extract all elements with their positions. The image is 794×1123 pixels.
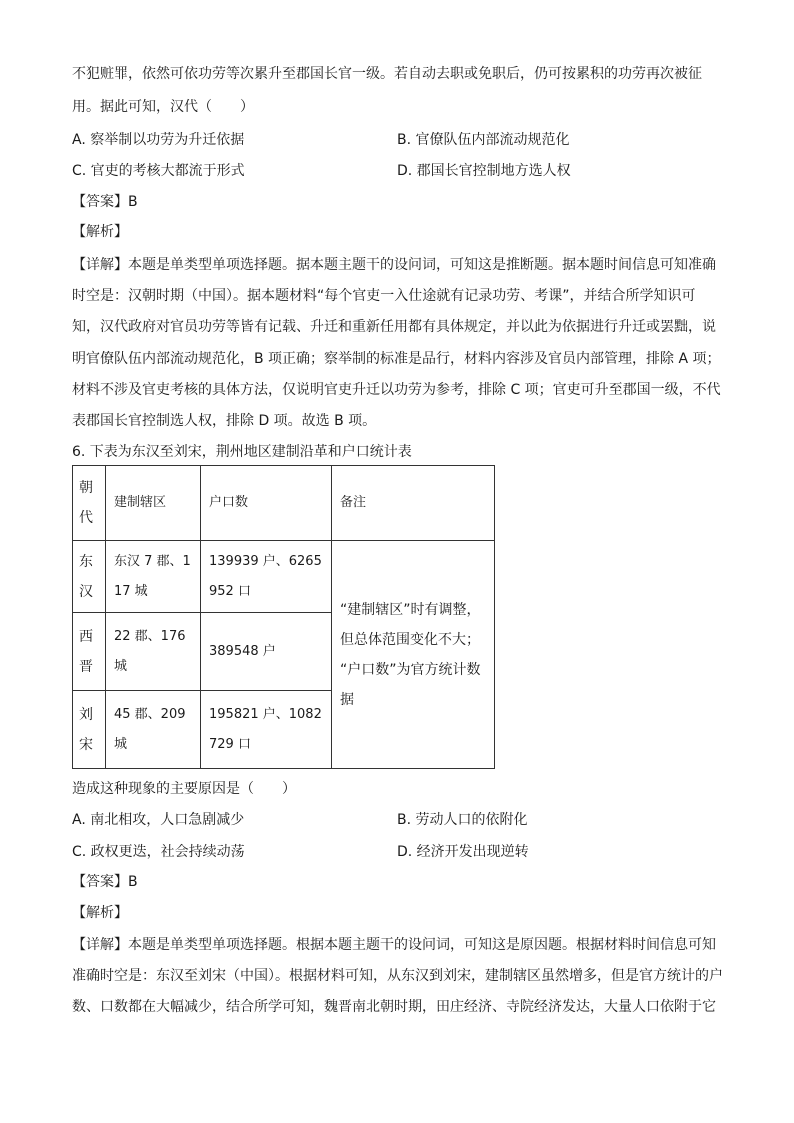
q5-answer: 【答案】B	[72, 194, 138, 210]
q5-analysis-heading: 【解析】	[72, 224, 128, 240]
table-header-row	[73, 466, 495, 541]
cell-population	[201, 691, 332, 769]
q6-detail-line-3: 数、口数都在大幅减少，结合所学可知，魏晋南北朝时期，田庄经济、寺院经济发达，大量人口依附于它	[72, 999, 716, 1015]
q5-option-c: C. 官吏的考核大都流于形式	[72, 163, 245, 179]
cell-population-text: 195821 户、1082729 口	[209, 706, 322, 752]
q6-question: 造成这种现象的主要原因是（ ）	[72, 781, 296, 797]
header-population: 户口数	[201, 466, 332, 541]
q5-option-d: D. 郡国长官控制地方选人权	[397, 163, 571, 179]
cell-region-text: 东汉 7 郡、117 城	[114, 553, 191, 599]
note-line-1: “建制辖区”时有调整，	[340, 601, 481, 618]
cell-dynasty-text: 西晋	[79, 628, 93, 675]
cell-dynasty	[73, 691, 106, 769]
q5-detail-line-1: 【详解】本题是单类型单项选择题。据本题主题干的设问词，可知这是推断题。据本题时间信息可知准确	[72, 257, 716, 273]
q6-option-c: C. 政权更迭，社会持续动荡	[72, 844, 245, 860]
note-line-3: “户口数”为官方统计数	[340, 661, 481, 678]
table-row	[73, 541, 495, 613]
note-line-2: 但总体范围变化不大；	[340, 631, 480, 648]
cell-region	[106, 541, 201, 613]
q5-detail-line-2: 时空是：汉朝时期（中国）。据本题材料“每个官吏一入仕途就有记录功劳、考课”，并结合所学知识可	[72, 288, 696, 304]
q5-stem-line-1: 不犯赃罪，依然可依功劳等次累升至郡国长官一级。若自动去职或免职后，仍可按累积的功劳再次被征	[72, 66, 702, 82]
q6-option-a: A. 南北相攻，人口急剧减少	[72, 812, 245, 828]
note-line-4: 据	[340, 691, 354, 708]
q6-option-b: B. 劳动人口的依附化	[397, 812, 528, 828]
cell-region	[106, 613, 201, 691]
cell-dynasty-text: 东汉	[79, 553, 93, 600]
q6-answer: 【答案】B	[72, 874, 138, 890]
header-note: 备注	[332, 466, 495, 541]
cell-population	[201, 613, 332, 691]
cell-region	[106, 691, 201, 769]
q5-stem-line-2: 用。据此可知，汉代（ ）	[72, 99, 254, 115]
cell-note	[332, 541, 495, 769]
q6-detail-line-2: 准确时空是：东汉至刘宋（中国）。根据材料可知，从东汉到刘宋，建制辖区虽然增多，但是官方统计的户	[72, 968, 723, 984]
q5-detail-line-6: 表郡国长官控制选人权，排除 D 项。故选 B 项。	[72, 413, 377, 429]
q5-detail-line-5: 材料不涉及官吏考核的具体方法，仅说明官吏升迁以功劳为参考，排除 C 项；官吏可升至郡国一级，不代	[72, 382, 721, 398]
q5-detail-line-3: 知，汉代政府对官员功劳等皆有记载、升迁和重新任用都有具体规定，并以此为依据进行升迁或罢黜，说	[72, 319, 716, 335]
cell-region-text: 22 郡、176 城	[114, 628, 186, 674]
header-dynasty-text: 朝代	[79, 480, 93, 526]
cell-dynasty	[73, 541, 106, 613]
cell-population-text: 389548 户	[209, 643, 276, 659]
q6-analysis-heading: 【解析】	[72, 905, 128, 921]
cell-dynasty	[73, 613, 106, 691]
cell-population-text: 139939 户、6265952 口	[209, 553, 322, 599]
q6-stem: 6. 下表为东汉至刘宋，荆州地区建制沿革和户口统计表	[72, 444, 412, 460]
cell-dynasty-text: 刘宋	[79, 706, 93, 753]
cell-region-text: 45 郡、209 城	[114, 706, 186, 752]
cell-population	[201, 541, 332, 613]
q5-detail-line-4: 明官僚队伍内部流动规范化，B 项正确；察举制的标准是品行，材料内容涉及官员内部管理，排除 A 项；	[72, 351, 721, 367]
q5-option-a: A. 察举制以功劳为升迁依据	[72, 132, 245, 148]
q6-option-d: D. 经济开发出现逆转	[397, 844, 529, 860]
q6-detail-line-1: 【详解】本题是单类型单项选择题。根据本题主题干的设问词，可知这是原因题。根据材料时间信息可知	[72, 937, 716, 953]
population-table	[72, 465, 495, 769]
header-region: 建制辖区	[106, 466, 201, 541]
header-dynasty	[73, 466, 106, 541]
q5-option-b: B. 官僚队伍内部流动规范化	[397, 132, 570, 148]
